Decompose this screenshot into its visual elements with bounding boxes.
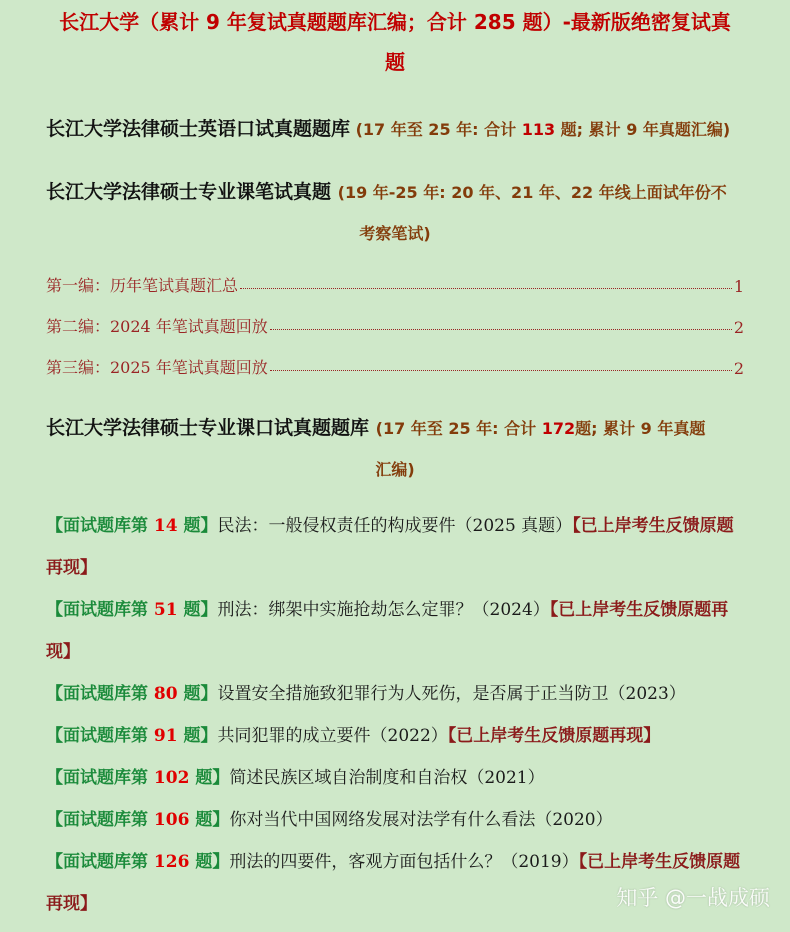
toc-page-number: 1 bbox=[733, 277, 744, 296]
question-item bbox=[46, 715, 744, 757]
question-tag-prefix: 【面试题库第 bbox=[46, 516, 154, 536]
question-item bbox=[46, 757, 744, 799]
toc-entry[interactable] bbox=[46, 311, 744, 337]
question-item bbox=[46, 799, 744, 841]
question-text: 刑法的四要件，客观方面包括什么？（2019） bbox=[229, 852, 579, 872]
question-number: 106 bbox=[153, 810, 190, 830]
question-text: 共同犯罪的成立要件（2022） bbox=[217, 726, 448, 746]
toc-label: 第二编：2024 年笔试真题回放 bbox=[46, 317, 268, 336]
title-line-1: 长江大学（累计 9 年复试真题题库汇编；合计 285 题）-最新版绝密复试真 bbox=[59, 10, 731, 34]
toc-page-number: 2 bbox=[733, 318, 744, 337]
question-text: 民法：一般侵权责任的构成要件（2025 真题） bbox=[217, 516, 573, 536]
written-heading-sub-2: 考察笔试) bbox=[359, 224, 431, 243]
english-heading-sub-b: 题; 累计 9 年真题汇编) bbox=[555, 120, 731, 139]
question-tag-prefix: 【面试题库第 bbox=[46, 810, 154, 830]
oral-heading-sub-b: 题; 累计 9 年真题 bbox=[575, 419, 706, 438]
question-tag-prefix: 【面试题库第 bbox=[46, 684, 154, 704]
question-tag-prefix: 【面试题库第 bbox=[46, 726, 154, 746]
document-title bbox=[46, 2, 744, 82]
title-line-2: 题 bbox=[385, 50, 405, 74]
question-text: 刑法：绑架中实施抢劫怎么定罪？（2024） bbox=[217, 600, 550, 620]
question-tag-suffix: 题】 bbox=[189, 768, 230, 788]
question-text: 设置安全措施致犯罪行为人死伤，是否属于正当防卫（2023） bbox=[217, 684, 686, 704]
question-tag-suffix: 题】 bbox=[177, 726, 218, 746]
written-exam-heading bbox=[46, 172, 744, 254]
question-item bbox=[46, 589, 744, 673]
oral-heading-line-2: 汇编) bbox=[375, 460, 415, 479]
question-list bbox=[46, 505, 744, 925]
question-text: 简述民族区域自治制度和自治权（2021） bbox=[229, 768, 545, 788]
question-text: 你对当代中国网络发展对法学有什么看法（2020） bbox=[229, 810, 613, 830]
toc-label: 第三编：2025 年笔试真题回放 bbox=[46, 358, 268, 377]
question-tag-prefix: 【面试题库第 bbox=[46, 852, 154, 872]
table-of-contents bbox=[46, 270, 744, 378]
english-heading-count: 113 bbox=[521, 120, 556, 139]
toc-entry[interactable] bbox=[46, 352, 744, 378]
question-number: 14 bbox=[153, 516, 178, 536]
question-item bbox=[46, 673, 744, 715]
feedback-note: 【已上岸考生反馈原题再现】 bbox=[46, 600, 729, 662]
question-tag-suffix: 题】 bbox=[189, 852, 230, 872]
question-item bbox=[46, 505, 744, 589]
feedback-note: 【已上岸考生反馈原题再现】 bbox=[46, 516, 734, 578]
question-tag-suffix: 题】 bbox=[177, 600, 218, 620]
oral-heading-count: 172 bbox=[541, 419, 576, 438]
question-tag-suffix: 题】 bbox=[177, 684, 218, 704]
question-number: 126 bbox=[153, 852, 190, 872]
written-heading-sub-1: (19 年-25 年: 20 年、21 年、22 年线上面试年份不 bbox=[337, 183, 727, 202]
toc-leader bbox=[270, 329, 732, 330]
oral-heading-sub-a: (17 年至 25 年: 合计 bbox=[375, 419, 542, 438]
toc-page-number: 2 bbox=[733, 359, 744, 378]
english-heading-main: 长江大学法律硕士英语口试真题题库 bbox=[46, 118, 351, 140]
question-number: 102 bbox=[153, 768, 190, 788]
feedback-note: 【已上岸考生反馈原题再现】 bbox=[46, 852, 741, 914]
feedback-note: 【已上岸考生反馈原题再现】 bbox=[447, 726, 661, 746]
question-tag-suffix: 题】 bbox=[177, 516, 218, 536]
oral-heading-main: 长江大学法律硕士专业课口试真题题库 bbox=[46, 417, 376, 439]
toc-leader bbox=[270, 370, 732, 371]
oral-exam-heading bbox=[46, 408, 744, 490]
written-heading-main: 长江大学法律硕士专业课笔试真题 bbox=[46, 181, 338, 203]
english-oral-heading bbox=[46, 114, 744, 141]
english-heading-sub-a: (17 年至 25 年: 合计 bbox=[350, 120, 522, 139]
toc-entry[interactable] bbox=[46, 270, 744, 296]
toc-leader bbox=[240, 288, 732, 289]
question-tag-suffix: 题】 bbox=[189, 810, 230, 830]
question-number: 91 bbox=[153, 726, 178, 746]
question-number: 80 bbox=[153, 684, 178, 704]
question-number: 51 bbox=[153, 600, 178, 620]
question-tag-prefix: 【面试题库第 bbox=[46, 600, 154, 620]
question-tag-prefix: 【面试题库第 bbox=[46, 768, 154, 788]
toc-label: 第一编：历年笔试真题汇总 bbox=[46, 276, 239, 295]
watermark: 知乎 @一战成硕 bbox=[616, 886, 770, 910]
